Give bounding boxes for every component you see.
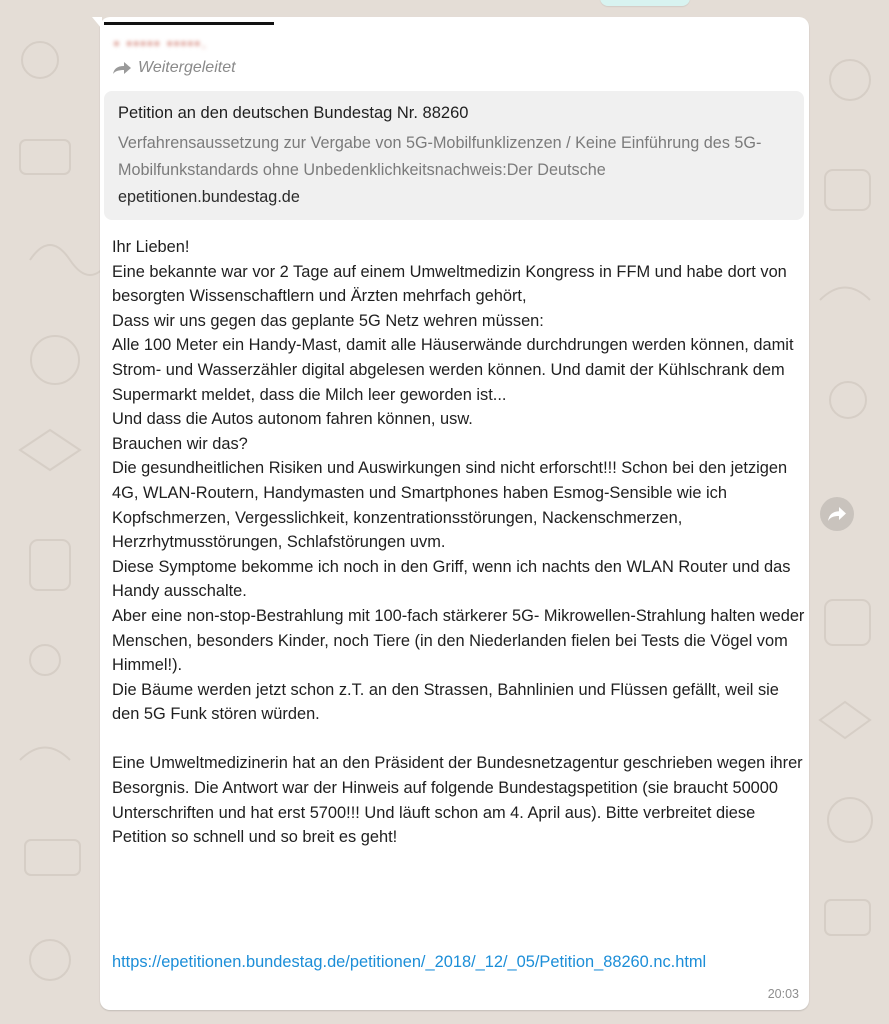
message-bubble[interactable] — [100, 17, 809, 1010]
link-preview-card[interactable] — [104, 91, 804, 220]
link-preview-domain: epetitionen.bundestag.de — [118, 188, 300, 206]
link-preview-title: Petition an den deutschen Bundestag Nr. 88260 — [118, 104, 469, 122]
petition-link[interactable]: https://epetitionen.bundestag.de/petitionen/_2018/_12/_05/Petition_88260.nc.html — [112, 953, 707, 971]
forwarded-label: Weitergeleitet — [138, 59, 236, 76]
forwarded-indicator — [112, 58, 236, 78]
share-forward-icon — [827, 506, 847, 522]
message-timestamp: 20:03 — [767, 987, 799, 1001]
link-preview-description: Verfahrensaussetzung zur Vergabe von 5G-Mobilfunklizenzen / Keine Einführung des 5G-Mobilfunkstandards ohne Unbedenklichkeitsnachweis:Der Deutsche — [118, 134, 762, 179]
message-text: Ihr Lieben! Eine bekannte war vor 2 Tage auf einem Umweltmedizin Kongress in FFM und habe dort von besorgten Wissenschaftlern und Ärzten mehrfach gehört, Dass wir uns gegen das geplante 5G Netz wehren müssen: Alle 100 Meter ein Handy-Mast, damit alle Häuserwände durchdrungen werden können, damit Strom- und Wasserzähler digital abgelesen werden können. Und damit der Kühlschrank dem Supermarkt meldet, dass die Milch leer geworden ist... Und dass die Autos autonom fahren können, usw. Brauchen wir das? Die gesundheitlichen Risiken und Auswirkungen sind nicht erforscht!!! Schon bei den jetzigen 4G, WLAN-Routern, Handymasten und Smartphones haben Esmog-Sensible wie ich Kopfschmerzen, Vergesslichkeit, konzentrationsstörungen, Nackenschmerzen, Herzrhytmusstörungen, Schlafstörungen uvm. Diese Symptome bekomme ich noch in den Griff, wenn ich nachts den WLAN Router und das Handy ausschalte. Aber eine non-stop-Bestrahlung mit 100-fach stärkerer 5G- Mikrowellen-Strahlung halten weder Menschen, besonders Kinder, noch Tiere (in den Niederlanden fielen bei Tests die Vögel vom Himmel!). Die Bäume werden jetzt schon z.T. an den Strassen, Bahnlinien und Flüssen gefällt, weil sie den 5G Funk stören würden. Eine Umweltmedizinerin hat an den Präsident der Bundesnetzagentur geschrieben wegen ihrer Besorgnis. Die Antwort war der Hinweis auf folgende Bundestagspetition (sie braucht 50000 Unterschriften und hat erst 5700!!! Und läuft schon am 4. April aus). Bitte verbreitet diese Petition so schnell und so breit es geht! — [112, 238, 805, 847]
forward-message-button[interactable] — [820, 497, 854, 531]
sender-name-blurred: • ••••• •••••. — [114, 35, 208, 51]
forward-arrow-icon — [112, 61, 132, 75]
bubble-tail — [92, 17, 102, 29]
previous-message-bubble-edge — [600, 0, 690, 6]
sender-name-redaction-bar — [104, 22, 274, 25]
